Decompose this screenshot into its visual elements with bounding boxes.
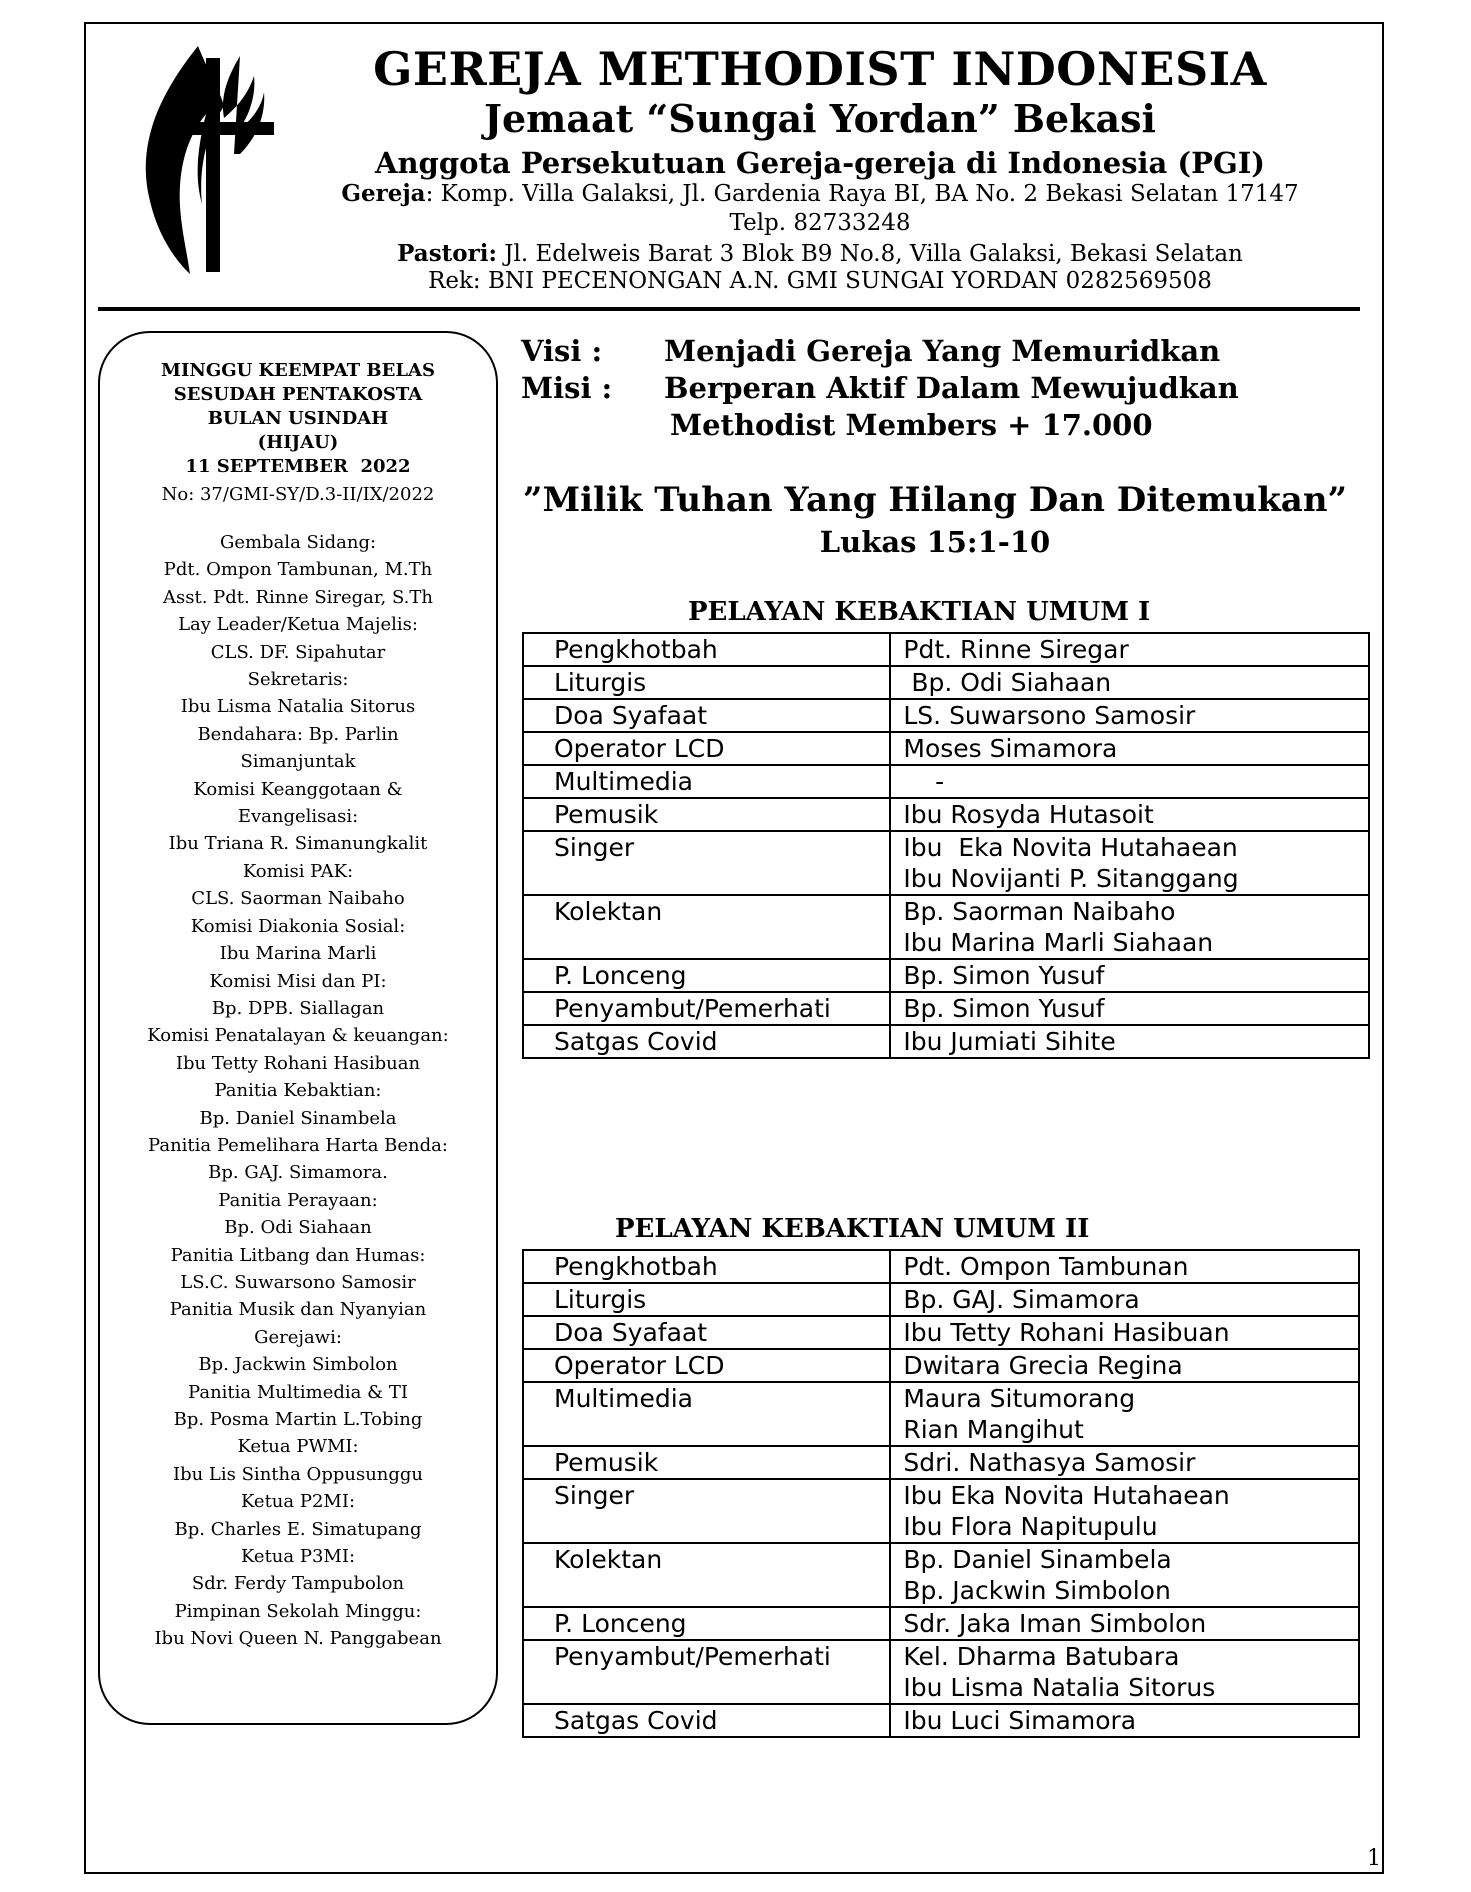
sidebar-line: Bp. DPB. Siallagan: [211, 997, 385, 1019]
church-address-line: [300, 180, 1340, 207]
sidebar-line: Komisi PAK:: [242, 860, 354, 882]
cross-and-flame-logo: [128, 36, 288, 276]
table-row: [523, 1640, 1359, 1704]
page-number: 1: [1367, 1846, 1381, 1871]
sidebar-line: Ketua PWMI:: [237, 1436, 359, 1458]
sidebar-line: Panitia Musik dan Nyanyian: [169, 1299, 427, 1321]
sidebar-line: Simanjuntak: [240, 751, 356, 773]
pastori-address: Jl. Edelweis Barat 3 Blok B9 No.8, Villa Galaksi, Bekasi Selatan: [496, 241, 1243, 267]
sidebar-line: Pdt. Ompon Tambunan, M.Th: [163, 559, 433, 581]
role-cell: Penyambut/Pemerhati: [523, 1640, 890, 1704]
sermon-verse: Lukas 15:1-10: [819, 525, 1051, 559]
vision-text: Menjadi Gereja Yang Memuridkan: [664, 334, 1221, 368]
bank-account: Rek: BNI PECENONGAN A.N. GMI SUNGAI YORDAN 0282569508: [428, 268, 1212, 294]
sidebar-line: Ibu Marina Marli: [219, 943, 377, 965]
sidebar-panel: [98, 331, 498, 1725]
sidebar-line: Gembala Sidang:: [219, 532, 377, 553]
person-cell: -: [890, 765, 1369, 798]
person-cell: Ibu Jumiati Sihite: [890, 1025, 1369, 1058]
sidebar-heading-line: MINGGU KEEMPAT BELAS: [161, 360, 435, 381]
person-cell: Bp. Odi Siahaan: [890, 666, 1369, 699]
role-cell: Operator LCD: [523, 732, 890, 765]
pastori-address-line: [300, 240, 1340, 267]
role-cell: Pengkhotbah: [523, 1250, 890, 1283]
role-cell: Kolektan: [523, 895, 890, 959]
role-cell: P. Lonceng: [523, 959, 890, 992]
role-cell: Doa Syafaat: [523, 699, 890, 732]
person-cell: Bp. Saorman Naibaho Ibu Marina Marli Siahaan: [890, 895, 1369, 959]
sidebar-line: Komisi Misi dan PI:: [209, 970, 387, 992]
sidebar-line: Ketua P3MI:: [240, 1546, 356, 1568]
sidebar-line: Gerejawi:: [254, 1326, 342, 1348]
sidebar-line: LS.C. Suwarsono Samosir: [180, 1271, 416, 1293]
role-cell: Operator LCD: [523, 1349, 890, 1382]
role-cell: Multimedia: [523, 1382, 890, 1446]
table-row: [523, 1704, 1359, 1737]
person-cell: Bp. GAJ. Simamora: [890, 1283, 1359, 1316]
sidebar-line: Sdr. Ferdy Tampubolon: [191, 1573, 405, 1595]
table-row: [523, 831, 1369, 895]
sidebar-line: Ibu Lis Sintha Oppusunggu: [172, 1463, 424, 1485]
role-cell: P. Lonceng: [523, 1607, 890, 1640]
table-row: [523, 666, 1369, 699]
table-row: [523, 1316, 1359, 1349]
table-row: [523, 959, 1369, 992]
sidebar-line: Komisi Diakonia Sosial:: [190, 915, 406, 937]
table-row: [523, 1382, 1359, 1446]
person-cell: Sdr. Jaka Iman Simbolon: [890, 1607, 1359, 1640]
person-cell: Ibu Luci Simamora: [890, 1704, 1359, 1737]
sidebar-line: Ibu Tetty Rohani Hasibuan: [175, 1052, 421, 1074]
officers-list: [100, 529, 496, 1653]
sidebar-line: Ibu Triana R. Simanungkalit: [168, 833, 428, 855]
bulletin-number: No: 37/GMI-SY/D.3-II/IX/2022: [161, 484, 435, 505]
table-row: [523, 1543, 1359, 1607]
table-row: [523, 1349, 1359, 1382]
sidebar-line: Panitia Perayaan:: [218, 1189, 378, 1211]
sidebar-heading: [100, 359, 496, 479]
table-row: [523, 765, 1369, 798]
church-phone: Telp. 82733248: [729, 210, 911, 236]
person-cell: Dwitara Grecia Regina: [890, 1349, 1359, 1382]
table-row: [523, 798, 1369, 831]
mission-label: Misi :: [521, 371, 613, 405]
table-row: [523, 992, 1369, 1025]
role-cell: Doa Syafaat: [523, 1316, 890, 1349]
role-cell: Liturgis: [523, 666, 890, 699]
table-row: [523, 1446, 1359, 1479]
table-row: [523, 633, 1369, 666]
role-cell: Singer: [523, 831, 890, 895]
role-cell: Singer: [523, 1479, 890, 1543]
sidebar-line: Evangelisasi:: [237, 806, 359, 828]
sidebar-line: Ketua P2MI:: [240, 1491, 356, 1513]
table-row: [523, 699, 1369, 732]
person-cell: Pdt. Rinne Siregar: [890, 633, 1369, 666]
service1-title: PELAYAN KEBAKTIAN UMUM I: [688, 597, 1151, 627]
person-cell: Ibu Tetty Rohani Hasibuan: [890, 1316, 1359, 1349]
role-cell: Satgas Covid: [523, 1704, 890, 1737]
table-row: [523, 895, 1369, 959]
sidebar-line: CLS. Saorman Naibaho: [191, 888, 405, 910]
sidebar-heading-line: (HIJAU): [257, 432, 339, 453]
person-cell: Ibu Eka Novita Hutahaean Ibu Novijanti P. Sitanggang: [890, 831, 1369, 895]
sidebar-line: Panitia Multimedia & TI: [188, 1381, 408, 1403]
table-row: [523, 1479, 1359, 1543]
mission-text-2: Methodist Members + 17.000: [670, 408, 1153, 442]
person-cell: Bp. Daniel Sinambela Bp. Jackwin Simbolon: [890, 1543, 1359, 1607]
vision-label: Visi :: [521, 334, 603, 368]
role-cell: Pengkhotbah: [523, 633, 890, 666]
person-cell: Pdt. Ompon Tambunan: [890, 1250, 1359, 1283]
table-row: [523, 732, 1369, 765]
sidebar-line: Sekretaris:: [247, 669, 349, 691]
person-cell: Bp. Simon Yusuf: [890, 959, 1369, 992]
role-cell: Satgas Covid: [523, 1025, 890, 1058]
service2-title: PELAYAN KEBAKTIAN UMUM II: [615, 1214, 1090, 1244]
church-label: Gereja: [341, 180, 426, 207]
sidebar-line: Bp. Jackwin Simbolon: [198, 1354, 398, 1376]
pgi-membership: Anggota Persekutuan Gereja-gereja di Indonesia (PGI): [374, 146, 1266, 180]
sidebar-line: Komisi Penatalayan & keuangan:: [147, 1025, 449, 1047]
table-row: [523, 1250, 1359, 1283]
role-cell: Kolektan: [523, 1543, 890, 1607]
person-cell: Ibu Eka Novita Hutahaean Ibu Flora Napitupulu: [890, 1479, 1359, 1543]
sidebar-line: Bp. Odi Siahaan: [224, 1217, 372, 1239]
sidebar-line: Bendahara: Bp. Parlin: [197, 723, 399, 745]
sidebar-line: Lay Leader/Ketua Majelis:: [178, 614, 418, 636]
role-cell: Penyambut/Pemerhati: [523, 992, 890, 1025]
sidebar-line: Panitia Litbang dan Humas:: [170, 1244, 426, 1266]
header-divider: [98, 307, 1360, 311]
sidebar-line: Ibu Lisma Natalia Sitorus: [180, 696, 416, 718]
sidebar-line: Ibu Novi Queen N. Panggabean: [154, 1628, 442, 1650]
sidebar-line: Asst. Pdt. Rinne Siregar, S.Th: [162, 586, 433, 608]
table-row: [523, 1283, 1359, 1316]
mission-text: Berperan Aktif Dalam Mewujudkan: [664, 371, 1239, 405]
church-name: GEREJA METHODIST INDONESIA: [373, 42, 1267, 96]
sidebar-line: Bp. GAJ. Simamora.: [208, 1162, 388, 1184]
church-address: : Komp. Villa Galaksi, Jl. Gardenia Raya BI, BA No. 2 Bekasi Selatan 17147: [425, 181, 1299, 207]
sidebar-line: Bp. Daniel Sinambela: [199, 1107, 397, 1129]
person-cell: Maura Situmorang Rian Mangihut: [890, 1382, 1359, 1446]
role-cell: Pemusik: [523, 1446, 890, 1479]
table-row: [523, 1607, 1359, 1640]
sidebar-line: CLS. DF. Sipahutar: [210, 641, 386, 663]
pastori-label: Pastori:: [397, 240, 497, 267]
service1-table: [522, 632, 1370, 1059]
person-cell: Sdri. Nathasya Samosir: [890, 1446, 1359, 1479]
person-cell: Moses Simamora: [890, 732, 1369, 765]
role-cell: Pemusik: [523, 798, 890, 831]
person-cell: Bp. Simon Yusuf: [890, 992, 1369, 1025]
congregation-name: Jemaat “Sungai Yordan” Bekasi: [484, 96, 1156, 141]
sidebar-line: Pimpinan Sekolah Minggu:: [174, 1600, 422, 1622]
sidebar-line: Bp. Charles E. Simatupang: [174, 1518, 422, 1540]
sidebar-heading-line: 11 SEPTEMBER 2022: [185, 456, 411, 477]
sermon-theme: ”Milik Tuhan Yang Hilang Dan Ditemukan”: [522, 480, 1348, 520]
sidebar-heading-line: BULAN USINDAH: [207, 408, 389, 429]
sidebar-line: Komisi Keanggotaan &: [193, 778, 403, 800]
person-cell: Kel. Dharma Batubara Ibu Lisma Natalia Sitorus: [890, 1640, 1359, 1704]
role-cell: Liturgis: [523, 1283, 890, 1316]
person-cell: Ibu Rosyda Hutasoit: [890, 798, 1369, 831]
sidebar-heading-line: SESUDAH PENTAKOSTA: [173, 384, 423, 405]
sidebar-line: Bp. Posma Martin L.Tobing: [173, 1409, 423, 1430]
sidebar-line: Panitia Pemelihara Harta Benda:: [148, 1134, 448, 1156]
sidebar-line: Panitia Kebaktian:: [214, 1080, 382, 1102]
person-cell: LS. Suwarsono Samosir: [890, 699, 1369, 732]
service2-table: [522, 1249, 1360, 1738]
role-cell: Multimedia: [523, 765, 890, 798]
table-row: [523, 1025, 1369, 1058]
